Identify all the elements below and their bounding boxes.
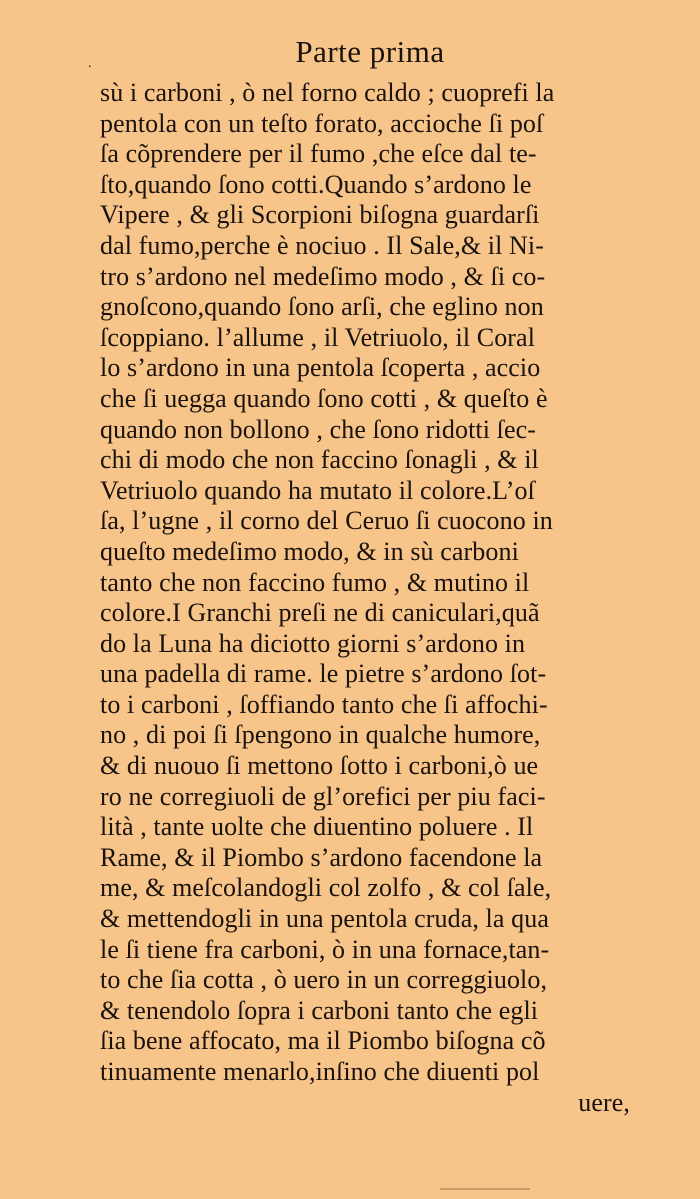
text-line: do la Luna ha diciotto giorni s’ardono in <box>100 628 526 658</box>
text-line: tro s’ardono nel medeſimo modo , & ſi co- <box>100 261 546 291</box>
text-line: ſcoppiano. l’allume , il Vetriuolo, il Coral <box>100 322 536 352</box>
bleed-through-mark <box>440 1188 530 1193</box>
text-line: quando non bollono , che ſono ridotti ſec- <box>100 414 537 444</box>
text-line: & mettendogli in una pentola cruda, la qua <box>100 904 549 934</box>
text-line: dal fumo,perche è nociuo . Il Sale,& il Ni- <box>100 230 545 260</box>
text-line: tanto che non faccino fumo , & mutino il <box>100 567 530 597</box>
text-line: & tenendolo ſopra i carboni tanto che egli <box>100 995 539 1025</box>
text-line: ſa, l’ugne , il corno del Ceruo ſi cuocono in <box>100 506 553 536</box>
text-line: to i carboni , ſoffiando tanto che ſi affochi- <box>100 689 548 719</box>
text-line: lità , tante uolte che diuentino poluere . Il <box>100 812 534 842</box>
text-line: che ſi uegga quando ſono cotti , & queſto è <box>100 383 548 413</box>
running-header: Parte prima <box>295 34 445 69</box>
text-line: le ſi tiene fra carboni, ò in una fornace,tan- <box>100 934 550 964</box>
text-line: Vipere , & gli Scorpioni biſogna guardarſi <box>100 200 540 230</box>
text-line: una padella di rame. le pietre s’ardono ſot- <box>100 659 547 689</box>
text-line: to che ſia cotta , ò uero in un correggiuolo, <box>100 965 548 995</box>
text-line: sù i carboni , ò nel forno caldo ; cuoprefi la <box>100 78 555 107</box>
text-line: ſia bene affocato, ma il Piombo biſogna cõ <box>100 1026 546 1056</box>
text-line: ſto,quando ſono cotti.Quando s’ardono le <box>100 169 532 199</box>
text-line: gnoſcono,quando ſono arſi, che eglino non <box>100 292 544 322</box>
text-line: pentola con un teſto forato, accioche ſi poſ <box>100 108 544 138</box>
text-line: lo s’ardono in una pentola ſcoperta , accio <box>100 353 541 383</box>
text-line: me, & meſcolandogli col zolfo , & col ſale, <box>100 873 552 903</box>
text-line: Vetriuolo quando ha mutato il colore.L’oſ <box>100 475 535 505</box>
text-line: & di nuouo ſi mettono ſotto i carboni,ò ue <box>100 751 539 781</box>
text-line: tinuamente menarlo,inſino che diuenti pol <box>100 1057 540 1086</box>
text-line: colore.I Granchi preſi ne di caniculari,quã <box>100 598 540 628</box>
margin-mark: . <box>88 56 92 71</box>
text-line: chi di modo che non faccino ſonagli , & il <box>100 445 539 475</box>
body-text <box>100 78 630 1118</box>
text-line: ſa cõprendere per il fumo ,che eſce dal te- <box>100 139 537 169</box>
catchword: uere, <box>578 1087 630 1117</box>
text-line: ro ne corregiuoli de gl’orefici per piu faci- <box>100 781 546 811</box>
text-line: queſto medeſimo modo, & in sù carboni <box>100 536 519 566</box>
text-line: Rame, & il Piombo s’ardono facendone la <box>100 842 543 872</box>
text-line: no , di poi ſi ſpengono in qualche humore, <box>100 720 541 750</box>
